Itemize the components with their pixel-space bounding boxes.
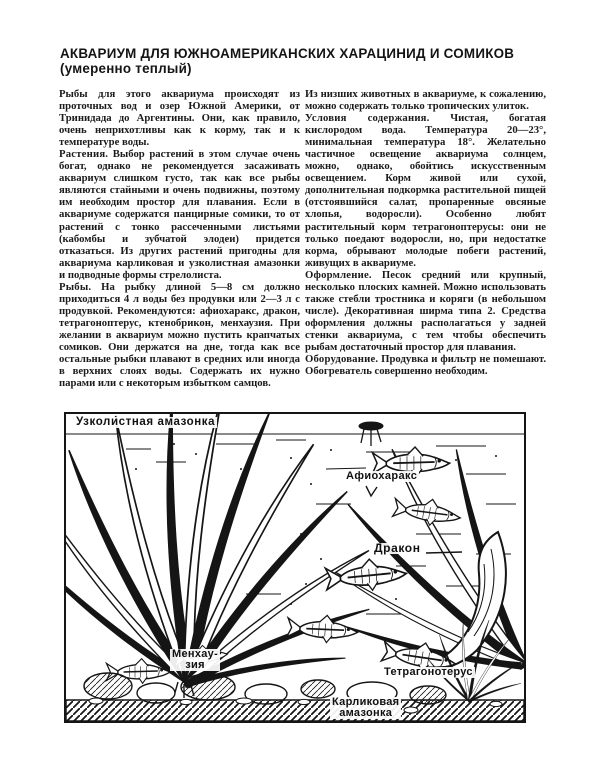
label-dwarf-amazon-line2: амазонка bbox=[339, 707, 393, 719]
label-menhausia bbox=[170, 649, 220, 671]
text-column-left bbox=[59, 88, 300, 389]
page-subtitle: (умеренно теплый) bbox=[60, 61, 192, 76]
paragraph-lead: Условия содержания. bbox=[305, 112, 430, 125]
label-tetragonopterus: Тетрагонотерус bbox=[384, 666, 473, 678]
paragraph-text: Выбор растений в этом случае очень богат, однако не рекомендуется засаживать аквариум слишком густо, так как все рыбы являются стайными и очень подвижны, поэтому им необходим простор для плавания. Если в аквариуме содержатся панцирные сомики, то от растений с тонко рассеченными листьями (кабомбы и зубчатой элодеи) придется отказаться. Из других растений пригодны для аквариума карликовая и узколистная амазонки и подводные формы стрелолиста. bbox=[59, 148, 300, 281]
paragraph-text: Рыбы для этого аквариума происходят из проточных вод и озер Южной Америки, от Тринидада до Аргентины. Они, как правило, очень неприхотливы как к корму, так и к температуре воды. bbox=[59, 88, 300, 149]
aquarium-figure-frame bbox=[64, 412, 526, 723]
paragraph-text: Песок средний или крупный, несколько плоских камней. Можно использовать также стебли тростника и коряги (в небольшом числе). Декоративная ширма типа 2. Средства оформления должны располагаться у задней стенки аквариума, с тем чтобы обеспечить рыбам достаточный простор для плавания. bbox=[305, 268, 546, 353]
label-menhausia-line1: Менхау- bbox=[172, 648, 219, 660]
paragraph bbox=[305, 353, 546, 377]
label-menhausia-line2: зия bbox=[185, 659, 205, 671]
paragraph-text: Чистая, богатая кислородом вода. Температура 20—23°, минимальная температура 18°. Желательно частичное освещение аквариума солнцем, можно, однако, обойтись искусственным освещением. Корм живой или сухой, дополнительная подкормка растительной пищей (отстоявшийся салат, пропаренные овсяные хлопья, водоросли). Особенно любят растительный корм тетрагоноптерусы: они не только поедают водоросли, но, при недостатке корма, обрывают молодые побеги растений, живущих в аквариуме. bbox=[305, 112, 546, 269]
paragraph bbox=[305, 269, 546, 353]
paragraph bbox=[59, 148, 300, 281]
paragraph bbox=[305, 88, 546, 112]
paragraph bbox=[305, 112, 546, 269]
label-drakon: Дракон bbox=[374, 541, 421, 555]
paragraph-lead: Рыбы. bbox=[59, 280, 92, 293]
paragraph-lead: Оборудование. bbox=[305, 353, 379, 366]
label-dwarf-amazon bbox=[330, 697, 401, 719]
paragraph bbox=[59, 281, 300, 389]
paragraph-text: На рыбку длиной 5—8 см должно приходиться 4 л воды без продувки или 2—3 л с продувкой. Рекомендуются: афиохаракс, дракон, тетрагоноптерус, ктенобрикон, менхаузия. При желании в аквариум можно пустить крапчатых сомиков. Они держатся на дне, тогда как все остальные рыбки плавают в средних или иногда в верхних слоях воды. Содержать их нужно парами или с некоторым избытком самцов. bbox=[59, 280, 300, 390]
paragraph-lead: Растения. bbox=[59, 148, 109, 161]
label-narrow-leaf-amazon: Узколистная амазонка bbox=[76, 416, 216, 428]
text-column-right bbox=[305, 88, 546, 377]
label-dwarf-amazon-line1: Карликовая bbox=[332, 696, 400, 708]
page-title: АКВАРИУМ ДЛЯ ЮЖНОАМЕРИКАНСКИХ ХАРАЦИНИД И СОМИКОВ bbox=[60, 46, 515, 61]
article-header bbox=[60, 46, 570, 76]
gravel-bed bbox=[66, 698, 524, 721]
paragraph-text: Из низших животных в аквариуме, к сожалению, можно содержать только тропических улиток. bbox=[305, 88, 546, 113]
paragraph-text: Продувка и фильтр не помешают. Обогреватель совершенно необходим. bbox=[305, 353, 546, 378]
label-aphyocharax: Афиохаракс bbox=[346, 470, 418, 482]
paragraph-lead: Оформление. bbox=[305, 268, 372, 281]
paragraph bbox=[59, 88, 300, 148]
